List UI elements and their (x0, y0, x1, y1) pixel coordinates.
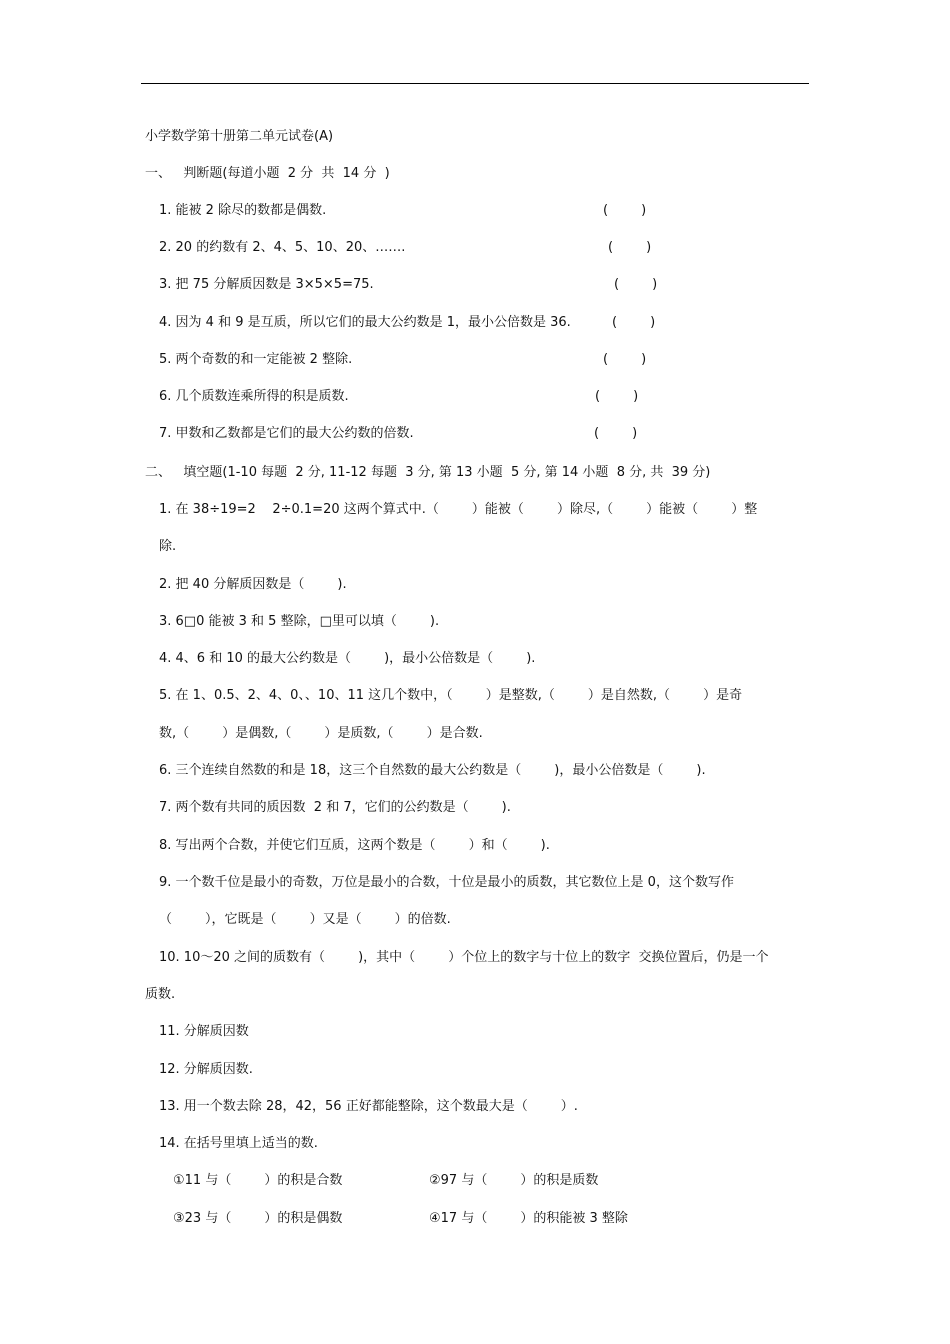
fill-item-5-line1: 5. 在 1、0.5、2、4、0、、10、11 这几个数中，（ ）是整数,（ ）是自然数,（ ）是奇 (159, 688, 743, 703)
fill-item-13: 13. 用一个数去除 28，42，56 正好都能整除，这个数最大是（ ）. (159, 1099, 578, 1114)
fill-item-10-line2: 质数. (145, 987, 176, 1002)
judge-item-3: 3. 把 75 分解质因数是 3×5×5=75. (159, 277, 374, 292)
judge-item-7-blank: ( ) (594, 426, 638, 441)
fill-item-7: 7. 两个数有共同的质因数 2 和 7，它们的公约数是（ ). (159, 800, 511, 815)
judge-item-3-blank: ( ) (614, 277, 658, 292)
section2-heading: 二、 填空题(1-10 每题 2 分, 11-12 每题 3 分, 第 13 小题 5 分, 第 14 小题 8 分, 共 39 分) (145, 465, 711, 480)
fill-item-1-line1: 1. 在 38÷19=2 2÷0.1=20 这两个算式中.（ ）能被（ ）除尽,（ ）能被（ ）整 (159, 502, 758, 517)
page-title: 小学数学第十册第二单元试卷(A) (145, 129, 334, 144)
fill-item-1-line2: 除. (159, 539, 177, 554)
fill-item-14-sub3: ③23 与（ ）的积是偶数 (173, 1211, 343, 1226)
fill-item-12: 12. 分解质因数. (159, 1062, 253, 1077)
fill-item-14-sub1: ①11 与（ ）的积是合数 (173, 1173, 343, 1188)
judge-item-1: 1. 能被 2 除尽的数都是偶数. (159, 203, 327, 218)
judge-item-2: 2. 20 的约数有 2、4、5、10、20、……. (159, 240, 406, 255)
section1-heading: 一、 判断题(每道小题 2 分 共 14 分 ) (145, 166, 390, 181)
fill-item-6: 6. 三个连续自然数的和是 18，这三个自然数的最大公约数是（ )，最小公倍数是（ ). (159, 763, 706, 778)
fill-item-8: 8. 写出两个合数，并使它们互质，这两个数是（ ）和（ ). (159, 838, 550, 853)
judge-item-4: 4. 因为 4 和 9 是互质，所以它们的最大公约数是 1，最小公倍数是 36. (159, 315, 571, 330)
fill-item-2: 2. 把 40 分解质因数是（ ). (159, 577, 347, 592)
fill-item-14-sub4: ④17 与（ ）的积能被 3 整除 (429, 1211, 628, 1226)
header-rule (141, 83, 809, 84)
fill-item-4: 4. 4、6 和 10 的最大公约数是（ )，最小公倍数是（ ). (159, 651, 536, 666)
judge-item-7: 7. 甲数和乙数都是它们的最大公约数的倍数. (159, 426, 414, 441)
judge-item-5-blank: ( ) (603, 352, 647, 367)
fill-item-14-sub2: ②97 与（ ）的积是质数 (429, 1173, 599, 1188)
fill-item-11: 11. 分解质因数 (159, 1024, 249, 1039)
fill-item-9-line1: 9. 一个数千位是最小的奇数，万位是最小的合数，十位是最小的质数，其它数位上是 0，这个数写作 (159, 875, 734, 890)
judge-item-5: 5. 两个奇数的和一定能被 2 整除. (159, 352, 353, 367)
fill-item-3: 3. 6□0 能被 3 和 5 整除，□里可以填（ ). (159, 614, 440, 629)
judge-item-6: 6. 几个质数连乘所得的积是质数. (159, 389, 349, 404)
judge-item-6-blank: ( ) (595, 389, 639, 404)
judge-item-2-blank: ( ) (608, 240, 652, 255)
judge-item-1-blank: ( ) (603, 203, 647, 218)
fill-item-14: 14. 在括号里填上适当的数. (159, 1136, 318, 1151)
fill-item-5-line2: 数,（ ）是偶数,（ ）是质数,（ ）是合数. (159, 726, 483, 741)
judge-item-4-blank: ( ) (612, 315, 656, 330)
fill-item-9-line2: （ ），它既是（ ）又是（ ）的倍数. (159, 912, 451, 927)
fill-item-10-line1: 10. 10～20 之间的质数有（ )，其中（ ）个位上的数字与十位上的数字 交换位置后，仍是一个 (159, 950, 769, 965)
